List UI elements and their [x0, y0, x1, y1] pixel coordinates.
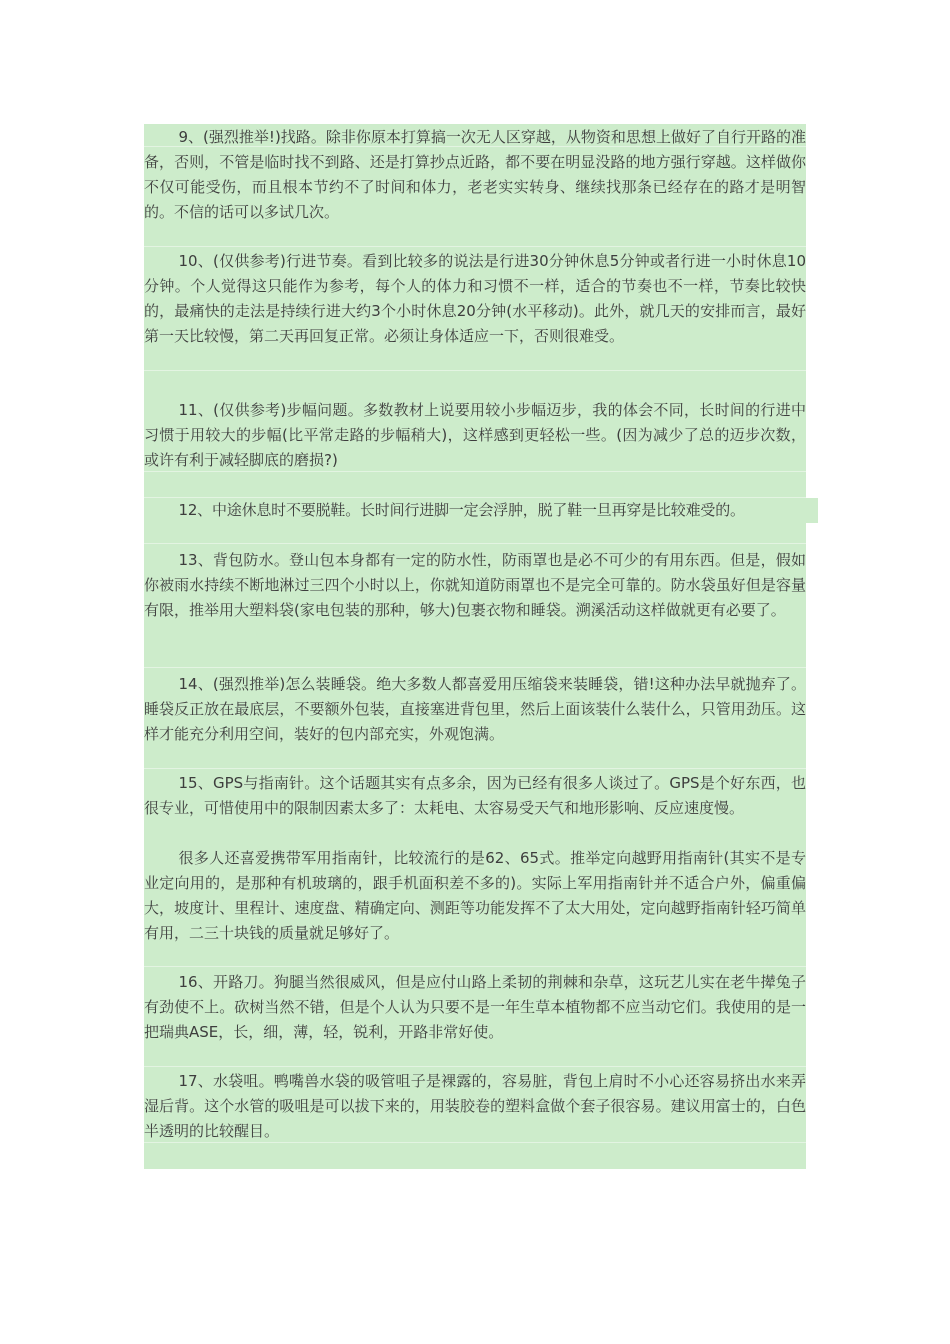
- line-separator: [144, 543, 806, 544]
- line-separator: [144, 1066, 806, 1067]
- text-block: [144, 124, 806, 1169]
- paragraph-item-12: 12、中途休息时不要脱鞋。长时间行进脚一定会浮肿，脱了鞋一旦再穿是比较难受的。: [144, 498, 818, 523]
- line-separator: [144, 768, 806, 769]
- paragraph-item-13: 13、背包防水。登山包本身都有一定的防水性，防雨罩也是必不可少的有用东西。但是，假如你被雨水持续不断地淋过三四个小时以上，你就知道防雨罩也不是完全可靠的。防水袋虽好但是容量有限，推举用大塑料袋(家电包装的那种，够大)包裹衣物和睡袋。溯溪活动这样做就更有必要了。: [144, 551, 806, 619]
- paragraph-item-15-continued: 很多人还喜爱携带军用指南针，比较流行的是62、65式。推举定向越野用指南针(其实不是专业定向用的，是那种有机玻璃的，跟手机面积差不多的)。实际上军用指南针并不适合户外，偏重偏大，坡度计、里程计、速度盘、精确定向、测距等功能发挥不了太大用处，定向越野指南针轻巧简单有用，二三十块钱的质量就足够好了。: [144, 849, 806, 942]
- paragraph-item-16: 16、开路刀。狗腿当然很威风，但是应付山路上柔韧的荆棘和杂草，这玩艺儿实在老牛撵兔子有劲使不上。砍树当然不错，但是个人认为只要不是一年生草本植物都不应当动它们。我使用的是一把瑞典ASE，长，细，薄，轻，锐利，开路非常好使。: [144, 973, 806, 1041]
- paragraph-item-9: 9、(强烈推举!)找路。除非你原本打算搞一次无人区穿越，从物资和思想上做好了自行开路的准备，否则，不管是临时找不到路、还是打算抄点近路，都不要在明显没路的地方强行穿越。这样做你不仅可能受伤，而且根本节约不了时间和体力，老老实实转身、继续找那条已经存在的路才是明智的。不信的话可以多试几次。: [144, 128, 806, 221]
- paragraph-item-15: 15、GPS与指南针。这个话题其实有点多余，因为已经有很多人谈过了。GPS是个好东西，也很专业，可惜使用中的限制因素太多了：太耗电、太容易受天气和地形影响、反应速度慢。: [144, 774, 806, 817]
- line-separator: [144, 667, 806, 668]
- paragraph-item-11: 11、(仅供参考)步幅问题。多数教材上说要用较小步幅迈步，我的体会不同，长时间的行进中习惯于用较大的步幅(比平常走路的步幅稍大)，这样感到更轻松一些。(因为减少了总的迈步次数，或许有利于减轻脚底的磨损?): [144, 401, 806, 469]
- paragraph-item-14: 14、(强烈推举)怎么装睡袋。绝大多数人都喜爱用压缩袋来装睡袋，错!这种办法早就抛弃了。睡袋反正放在最底层，不要额外包装，直接塞进背包里，然后上面该装什么装什么，只管用劲压。这样才能充分利用空间，装好的包内部充实，外观饱满。: [144, 675, 806, 743]
- paragraph-item-17: 17、水袋咀。鸭嘴兽水袋的吸管咀子是裸露的，容易脏，背包上肩时不小心还容易挤出水来弄湿后背。这个水管的吸咀是可以拔下来的，用装胶卷的塑料盒做个套子很容易。建议用富士的，白色半透明的比较醒目。: [144, 1072, 806, 1140]
- line-separator: [144, 246, 806, 247]
- line-separator: [144, 370, 806, 371]
- paragraph-item-10: 10、(仅供参考)行进节奏。看到比较多的说法是行进30分钟休息5分钟或者行进一小时休息10分钟。个人觉得这只能作为参考，每个人的体力和习惯不一样，适合的节奏也不一样，节奏比较快的，最痛快的走法是持续行进大约3个小时休息20分钟(水平移动)。此外，就几天的安排而言，最好第一天比较慢，第二天再回复正常。必须让身体适应一下，否则很难受。: [144, 252, 806, 345]
- line-separator: [144, 966, 806, 967]
